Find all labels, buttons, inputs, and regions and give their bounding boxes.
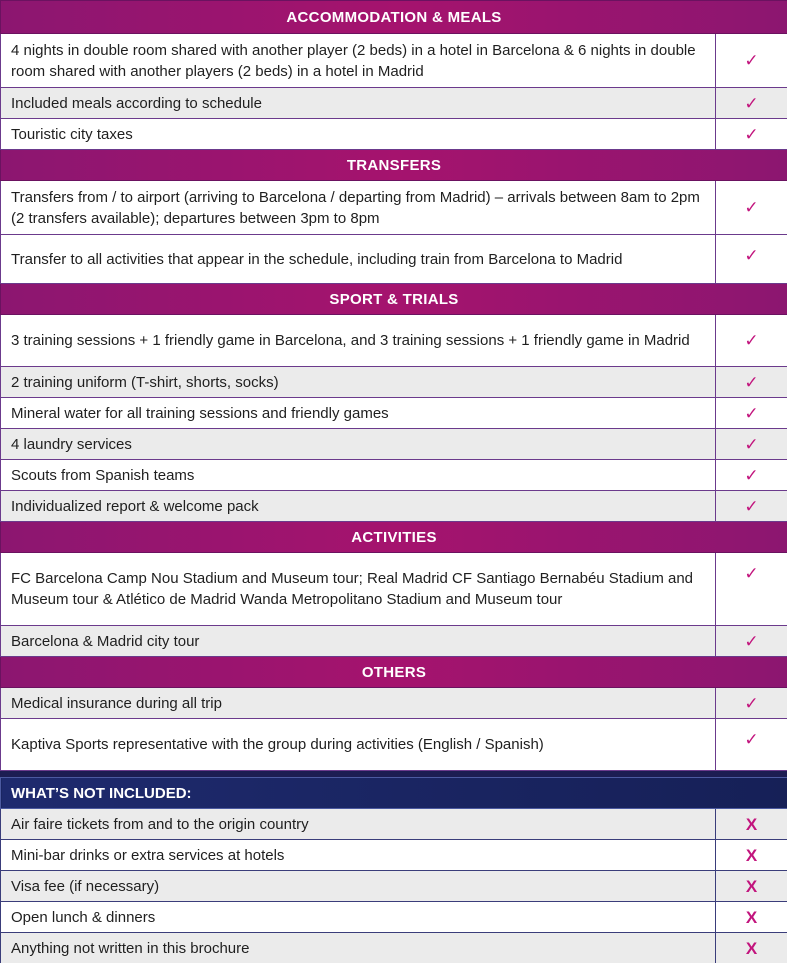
- table-row: [1, 460, 787, 491]
- item-text: Open lunch & dinners: [1, 902, 716, 933]
- table-row: [1, 626, 787, 657]
- section-title: ACTIVITIES: [1, 522, 787, 553]
- table-row: [1, 809, 787, 840]
- item-text: Medical insurance during all trip: [1, 688, 716, 719]
- item-text: 3 training sessions + 1 friendly game in Barcelona, and 3 training sessions + 1 friendly game in Madrid: [1, 315, 716, 367]
- item-text: Air faire tickets from and to the origin country: [1, 809, 716, 840]
- item-text: FC Barcelona Camp Nou Stadium and Museum tour; Real Madrid CF Santiago Bernabéu Stadium and Museum tour & Atlético de Madrid Wanda Metropolitano Stadium and Museum tour: [1, 553, 716, 626]
- check-icon: ✓: [716, 491, 787, 522]
- table-row: [1, 429, 787, 460]
- table-row: [1, 34, 787, 88]
- section-title: TRANSFERS: [1, 150, 787, 181]
- item-text: Kaptiva Sports representative with the group during activities (English / Spanish): [1, 719, 716, 771]
- check-icon: ✓: [716, 119, 787, 150]
- check-icon: ✓: [716, 429, 787, 460]
- table-row: [1, 398, 787, 429]
- cross-icon: X: [716, 871, 787, 902]
- check-icon: ✓: [716, 460, 787, 491]
- check-icon: ✓: [716, 553, 787, 626]
- not-included-table: [0, 777, 787, 963]
- item-text: Scouts from Spanish teams: [1, 460, 716, 491]
- section-title: SPORT & TRIALS: [1, 284, 787, 315]
- table-row: [1, 688, 787, 719]
- cross-icon: X: [716, 933, 787, 963]
- item-text: 4 laundry services: [1, 429, 716, 460]
- item-text: Mineral water for all training sessions and friendly games: [1, 398, 716, 429]
- check-icon: ✓: [716, 88, 787, 119]
- check-icon: ✓: [716, 181, 787, 235]
- table-row: [1, 315, 787, 367]
- table-row: [1, 719, 787, 771]
- section-header-accommodation: [1, 1, 787, 34]
- section-title: ACCOMMODATION & MEALS: [1, 1, 787, 34]
- table-row: [1, 902, 787, 933]
- check-icon: ✓: [716, 34, 787, 88]
- item-text: Included meals according to schedule: [1, 88, 716, 119]
- item-text: 4 nights in double room shared with another player (2 beds) in a hotel in Barcelona & 6 nights in double room shared with another players (2 beds) in a hotel in Madrid: [1, 34, 716, 88]
- table-row: [1, 181, 787, 235]
- cross-icon: X: [716, 809, 787, 840]
- cross-icon: X: [716, 902, 787, 933]
- item-text: Barcelona & Madrid city tour: [1, 626, 716, 657]
- item-text: Mini-bar drinks or extra services at hotels: [1, 840, 716, 871]
- table-row: [1, 871, 787, 902]
- table-row: [1, 367, 787, 398]
- table-row: [1, 88, 787, 119]
- item-text: Anything not written in this brochure: [1, 933, 716, 963]
- item-text: Transfer to all activities that appear in the schedule, including train from Barcelona to Madrid: [1, 235, 716, 284]
- check-icon: ✓: [716, 315, 787, 367]
- section-header-others: [1, 657, 787, 688]
- check-icon: ✓: [716, 398, 787, 429]
- not-included-header: [1, 778, 787, 809]
- table-row: [1, 553, 787, 626]
- check-icon: ✓: [716, 688, 787, 719]
- section-header-activities: [1, 522, 787, 553]
- table-row: [1, 933, 787, 963]
- table-row: [1, 119, 787, 150]
- check-icon: ✓: [716, 235, 787, 284]
- table-row: [1, 235, 787, 284]
- cross-icon: X: [716, 840, 787, 871]
- item-text: Touristic city taxes: [1, 119, 716, 150]
- section-header-sport: [1, 284, 787, 315]
- item-text: 2 training uniform (T-shirt, shorts, socks): [1, 367, 716, 398]
- table-row: [1, 491, 787, 522]
- section-header-transfers: [1, 150, 787, 181]
- check-icon: ✓: [716, 367, 787, 398]
- section-title: OTHERS: [1, 657, 787, 688]
- table-row: [1, 840, 787, 871]
- item-text: Visa fee (if necessary): [1, 871, 716, 902]
- item-text: Transfers from / to airport (arriving to Barcelona / departing from Madrid) – arrivals between 8am to 2pm (2 transfers available); departures between 3pm to 8pm: [1, 181, 716, 235]
- section-title: WHAT’S NOT INCLUDED:: [1, 778, 787, 809]
- check-icon: ✓: [716, 626, 787, 657]
- check-icon: ✓: [716, 719, 787, 771]
- item-text: Individualized report & welcome pack: [1, 491, 716, 522]
